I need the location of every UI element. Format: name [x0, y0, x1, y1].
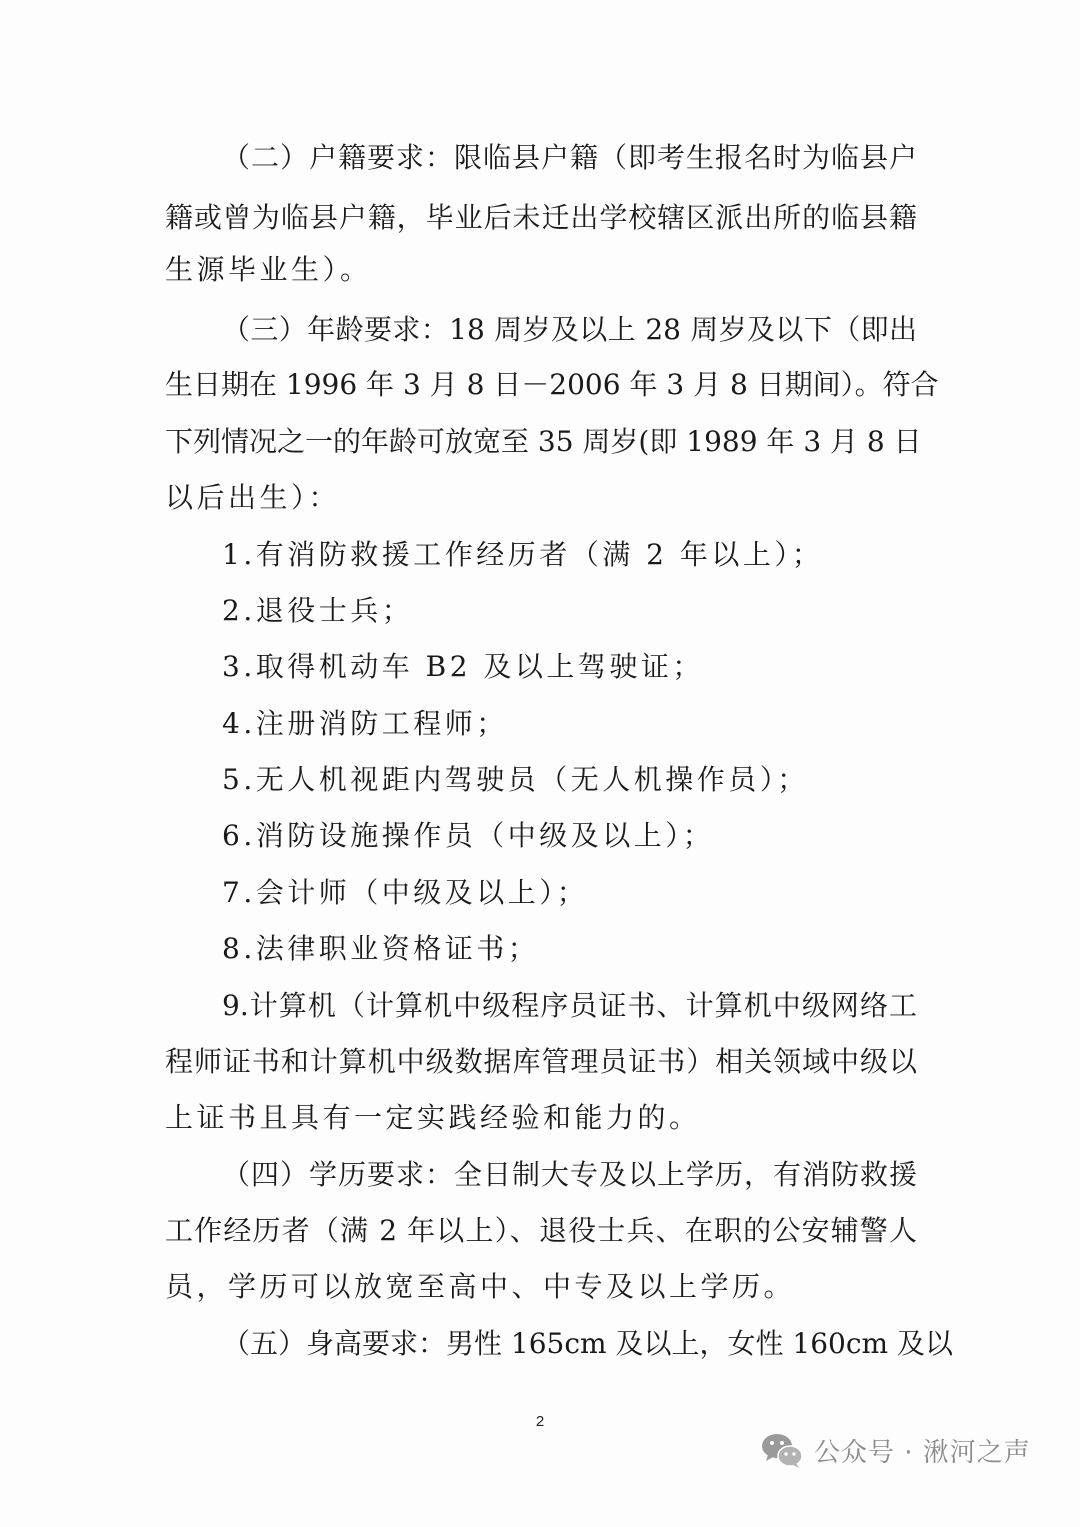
- list-item: 4.注册消防工程师；: [222, 707, 508, 740]
- list-item: 3.取得机动车 B2 及以上驾驶证；: [222, 650, 704, 683]
- paragraph-line: 工作经历者（满 2 年以上）、退役士兵、在职的公安辅警人: [165, 1214, 917, 1247]
- paragraph-line: 生日期在 1996 年 3 月 8 日－2006 年 3 月 8 日期间）。符合: [165, 368, 939, 401]
- paragraph-line: （四）学历要求：全日制大专及以上学历，有消防救援: [222, 1158, 917, 1191]
- paragraph-line: 上证书且具有一定实践经验和能力的。: [165, 1101, 701, 1134]
- paragraph-line: 以后出生）：: [165, 481, 341, 514]
- paragraph-line: （三）年龄要求：18 周岁及以上 28 周岁及以下（即出: [222, 313, 917, 346]
- list-item: 7.会计师（中级及以上）；: [222, 876, 589, 909]
- paragraph-line: 籍或曾为临县户籍，毕业后未迁出学校辖区派出所的临县籍: [165, 201, 917, 234]
- paragraph-line: 员，学历可以放宽至高中、中专及以上学历。: [165, 1270, 796, 1303]
- paragraph-line: 生源毕业生）。: [165, 253, 372, 286]
- list-item: 2.退役士兵；: [222, 594, 414, 627]
- list-item: 6.消防设施操作员（中级及以上）；: [222, 819, 715, 852]
- watermark-text: 公众号 · 湫河之声: [814, 1437, 1031, 1468]
- list-item: 8.法律职业资格证书；: [222, 932, 540, 965]
- list-item: 9.计算机（计算机中级程序员证书、计算机中级网络工: [222, 989, 917, 1022]
- paragraph-line: 程师证书和计算机中级数据库管理员证书）相关领域中级以: [165, 1045, 917, 1078]
- wechat-icon: [760, 1430, 804, 1470]
- list-item: 5.无人机视距内驾驶员（无人机操作员）；: [222, 763, 809, 796]
- paragraph-line: 下列情况之一的年龄可放宽至 35 周岁(即 1989 年 3 月 8 日: [165, 425, 922, 458]
- paragraph-line: （五）身高要求：男性 165cm 及以上，女性 160cm 及以: [222, 1327, 953, 1360]
- wechat-watermark: [760, 1430, 1031, 1470]
- page-number: 2: [535, 1413, 545, 1430]
- paragraph-line: （二）户籍要求：限临县户籍（即考生报名时为临县户: [222, 141, 917, 174]
- list-item: 1.有消防救援工作经历者（满 2 年以上）；: [222, 538, 824, 571]
